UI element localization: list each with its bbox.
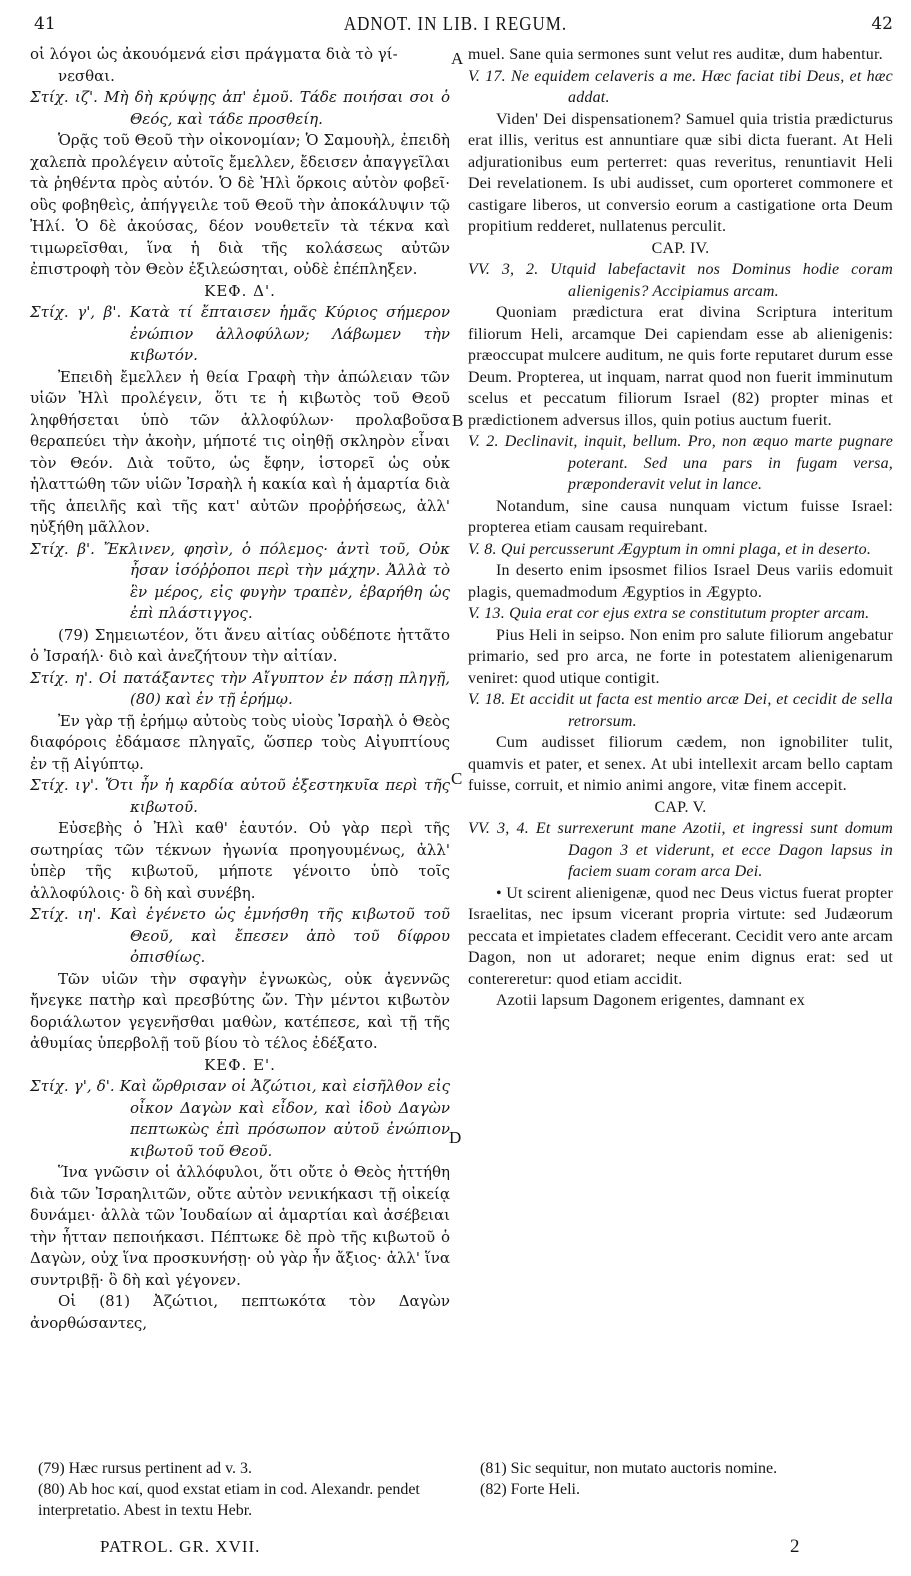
chapter-heading: CAP. V. (654, 798, 707, 816)
verse-lemma: Στίχ. γ', δ'. Καὶ ὤρθρισαν οἱ Ἀζώτιοι, καὶ εἰσῆλθον εἰς οἶκον Δαγὼν καὶ εἶδον, καὶ ἰδοὺ Δαγὼν πεπτωκὼς ἐπὶ πρόσωπον αὐτοῦ ἐνώπιον κιβωτοῦ τοῦ Θεοῦ. (30, 1077, 450, 1160)
verse-lemma: Στίχ. ιζ'. Μὴ δὴ κρύψῃς ἀπ' ἐμοῦ. Τάδε ποιήσαι σοι ὁ Θεός, καὶ τάδε προσθείη. (30, 88, 450, 128)
verse-lemma: V. 13. Quia erat cor ejus extra se constitutum propter arcam. (468, 605, 870, 622)
verse-lemma: V. 18. Et accidit ut facta est mentio arcæ Dei, et cecidit de sella retrorsum. (468, 691, 893, 730)
verse-lemma: V. 17. Ne equidem celaveris a me. Hæc faciat tibi Deus, et hæc addat. (468, 67, 893, 106)
commentary-paragraph: Οἱ (81) Ἀζώτιοι, πεπτωκότα τὸν Δαγὼν ἀνορθώσαντες, (30, 1292, 450, 1332)
verse-lemma: VV. 3, 4. Et surrexerunt mane Azotii, et ingressi sunt domum Dagon 3 et viderunt, et ecce Dagon lapsus in faciem suam coram arca Dei. (468, 820, 893, 880)
verse-lemma: Στίχ. β'. Ἔκλινεν, φησὶν, ὁ πόλεμος· ἀντὶ τοῦ, Οὐκ ἦσαν ἰσόῤῥοποι περὶ τὴν μάχην. Ἀλλὰ τὸ ἓν μέρος, εἰς φυγὴν τραπὲν, ἐβαρήθη ὡς ἐπὶ πλάστιγγος. (30, 539, 450, 622)
chapter-heading: ΚΕΦ. Ε'. (204, 1055, 276, 1074)
running-title: ADNOT. IN LIB. I REGUM. (343, 12, 568, 35)
footnotes-right (480, 1458, 890, 1500)
commentary-paragraph: Quoniam prædictura erat divina Scriptura interitum filiorum Heli, arcamque Dei capiendam esse ab alienigenis: præoccupat mulcere auditum, ne quis forte reputaret durum esse Deum. Propterea, ut inquam, narrat quod non fuerit imminutum scelus et peccatum filiorum Israel (82) propter minas et prædictionem adversus illos, quin potius auctum fuerit. (468, 304, 893, 429)
footnotes-left (30, 1458, 440, 1521)
commentary-paragraph: • Ut scirent alienigenæ, quod nec Deus victus fuerat propter Israelitas, nec ipsum vicerant propria virtute: sed Judæorum peccata et impietates cladem effecerant. Cecidit vero ante arcam Dagon, non ut adoraret; neque enim dignus erat: sed ut contereretur: quod etiam accidit. (468, 884, 893, 988)
margin-letter-c: C (451, 769, 463, 788)
commentary-paragraph: (79) Σημειωτέον, ὅτι ἄνευ αἰτίας οὐδέποτε ἡττᾶτο ὁ Ἰσραήλ· διὸ καὶ ἀνεζήτουν τὴν αἰτίαν. (30, 625, 450, 665)
footnote-80: (80) Ab hoc καί, quod exstat etiam in cod. Alexandr. pendet interpretatio. Abest in textu Hebr. (38, 1481, 420, 1519)
verse-lemma: Στίχ. γ', β'. Κατὰ τί ἔπταισεν ἡμᾶς Κύριος σήμερον ἐνώπιον ἀλλοφύλων; Λάβωμεν τὴν κιβωτόν. (30, 303, 450, 364)
commentary-paragraph: νεσθαι. (58, 66, 115, 85)
commentary-paragraph: Notandum, sine causa nunquam victum fuisse Israel: propterea etiam causam requirebant. (468, 497, 893, 536)
footer-signature: PATROL. GR. XVII. (100, 1537, 261, 1556)
page-number-left: 41 (34, 14, 56, 34)
commentary-paragraph: Pius Heli in seipso. Non enim pro salute filiorum angebatur primario, sed pro arca, ne forte in potestatem alienigenarum veniret: quod utique contigit. (468, 626, 893, 687)
chapter-heading: CAP. IV. (651, 239, 710, 257)
commentary-paragraph: muel. Sane quia sermones sunt velut res auditæ, dum habentur. (468, 46, 883, 63)
verse-lemma: VV. 3, 2. Utquid labefactavit nos Dominus hodie coram alienigenis? Accipiamus arcam. (468, 261, 893, 300)
margin-letter-b: B (452, 411, 464, 430)
commentary-paragraph: Cum audisset filiorum cædem, non ignobiliter tulit, quamvis et pater, et senex. At ubi intellexit arcam bello captam fuisse, corruit, et nimio animi angore, vitæ finem accepit. (468, 734, 893, 794)
verse-lemma: V. 2. Declinavit, inquit, bellum. Pro, non æquo marte pugnare poterant. Sed una pars in fugam versa, præponderavit velut in lance. (468, 433, 893, 493)
margin-letter-a: A (451, 49, 464, 68)
page-number-right: 42 (871, 14, 893, 34)
verse-lemma: V. 8. Qui percusserunt Ægyptum in omni plaga, et in deserto. (468, 540, 872, 558)
verse-lemma: Στίχ. η'. Οἱ πατάξαντες τὴν Αἴγυπτον ἐν πάσῃ πληγῇ, (80) καὶ ἐν τῇ ἐρήμῳ. (30, 668, 450, 708)
running-header (0, 14, 911, 42)
verse-lemma: Στίχ. ιη'. Καὶ ἐγένετο ὡς ἐμνήσθη τῆς κιβωτοῦ τοῦ Θεοῦ, καὶ ἔπεσεν ἀπὸ τοῦ δίφρου ὀπισθίως. (30, 905, 450, 966)
commentary-paragraph: Τῶν υἱῶν τὴν σφαγὴν ἐγνωκὼς, οὐκ ἀγεννῶς ἤνεγκε πατὴρ καὶ πρεσβύτης ὤν. Τὴν μέντοι κιβωτὸν δοριάλωτον γεγενῆσθαι μαθὼν, κατέπεσε, καὶ τῇ τῆς ἀθυμίας ὑπερβολῇ τοῦ βίου τὸ τέλος ἐδέξατο. (30, 969, 450, 1052)
greek-column (30, 44, 450, 1334)
commentary-paragraph: Viden' Dei dispensationem? Samuel quia tristia prædicturus erat illis, veritus est annuntiare quæ sibi dicta fuerant. At Heli adjurationibus eum perterret: quas reveritus, renuntiavit Heli Dei revelationem. Is ubi audisset, cum oporteret commonere et castigare liberos, ut conversio eorum a castigatione orta Deum propitium redderet, nullatenus perculit. (468, 110, 893, 235)
footer-sheet-number: 2 (790, 1536, 800, 1557)
commentary-paragraph: Ὁρᾷς τοῦ Θεοῦ τὴν οἰκονομίαν; Ὁ Σαμουὴλ, ἐπειδὴ χαλεπὰ προλέγειν αὐτοῖς ἔμελλεν, ἔδεισεν ἀπαγγεῖλαι τὰ ῥηθέντα πρὸς αὐτόν. Ὁ δὲ Ἠλὶ ὅρκοις αὐτὸν φοβεῖ· οὓς φοβηθεὶς, ἀπήγγειλε τοῦ Θεοῦ τὴν ἀποκάλυψιν τῷ Ἠλί. Ὁ δὲ ἀκούσας, δέον νουθετεῖν τὰ τέκνα καὶ τιμωρεῖσθαι, ἵνα ἡ διὰ τῆς κολάσεως αὐτῶν ἐπιστροφὴ τὸν Θεὸν ἐξιλεώσηται, οὐδὲ ἐπέπληξεν. (30, 131, 450, 278)
commentary-paragraph: Εὐσεβὴς ὁ Ἠλὶ καθ' ἑαυτόν. Οὐ γὰρ περὶ τῆς σωτηρίας τῶν τέκνων ἠγωνία προηγουμένως, ἀλλ' ὑπὲρ τῆς κιβωτοῦ, μήποτε γένοιτο ὑπὸ τοῖς ἀλλοφύλοις· ὃ δὴ καὶ συνέβη. (30, 819, 450, 902)
commentary-paragraph: Ἐν γὰρ τῇ ἐρήμῳ αὐτοὺς τοὺς υἱοὺς Ἰσραὴλ ὁ Θεὸς διαφόροις ἐδάμασε πληγαῖς, ὥσπερ τοὺς Αἰγυπτίους ἐν τῇ Αἰγύπτῳ. (30, 711, 450, 773)
commentary-paragraph: Ἐπειδὴ ἔμελλεν ἡ θεία Γραφὴ τὴν ἀπώλειαν τῶν υἱῶν Ἠλὶ προλέγειν, ὅτι τε ἡ κιβωτὸς τοῦ Θεοῦ ληφθήσεται ὑπὸ τῶν ἀλλοφύλων· προλαβοῦσα θεραπεύει τὴν ἀκοὴν, μήποτέ τις οἰηθῇ σκληρὸν εἶναι τὸν Θεόν. Διὰ τοῦτο, ὡς ἔφην, ἱστορεῖ ὡς οὐκ ἠλαττώθη τῶν υἱῶν Ἰσραὴλ ἡ κακία καὶ ἡ ἁμαρτία διὰ τῆς ἀπειλῆς καὶ τῆς κατ' αὐτῶν προῤῥήσεως, ἀλλ' ηὐξήθη μᾶλλον. (30, 367, 450, 536)
footnote-81: (81) Sic sequitur, non mutato auctoris nomine. (480, 1460, 778, 1477)
commentary-paragraph: Azotii lapsum Dagonem erigentes, damnant ex (496, 992, 805, 1009)
latin-column (468, 44, 893, 1012)
margin-letter-d: D (449, 1128, 462, 1147)
footnote-79: (79) Hæc rursus pertinent ad v. 3. (38, 1460, 253, 1477)
verse-lemma: Στίχ. ιγ'. Ὅτι ἦν ἡ καρδία αὐτοῦ ἐξεστηκυῖα περὶ τῆς κιβωτοῦ. (30, 776, 450, 816)
commentary-paragraph: οἱ λόγοι ὡς ἀκουόμενά εἰσι πράγματα διὰ τὸ γί- (30, 45, 398, 63)
footnote-82: (82) Forte Heli. (480, 1481, 580, 1498)
chapter-heading: ΚΕΦ. Δ'. (204, 281, 276, 300)
commentary-paragraph: Ἵνα γνῶσιν οἱ ἀλλόφυλοι, ὅτι οὔτε ὁ Θεὸς ἡττήθη διὰ τῶν Ἰσραηλιτῶν, οὔτε αὐτὸν νενικήκασι τῇ οἰκείᾳ δυνάμει· ἀλλὰ τῶν Ἰουδαίων αἱ ἁμαρτίαι καὶ ἀσέβειαι τὴν ἧτταν πεποιήκασι. Πέπτωκε δὲ πρὸ τῆς κιβωτοῦ ὁ Δαγὼν, οὐχ ἵνα προσκυνήσῃ· οὐ γὰρ ἦν ἄξιος· ἀλλ' ἵνα συντριβῇ· ὃ δὴ καὶ γέγονεν. (30, 1163, 450, 1289)
commentary-paragraph: In deserto enim ipsosmet filios Israel Deus variis edomuit plagis, quemadmodum Ægyptios in Ægypto. (468, 562, 893, 601)
